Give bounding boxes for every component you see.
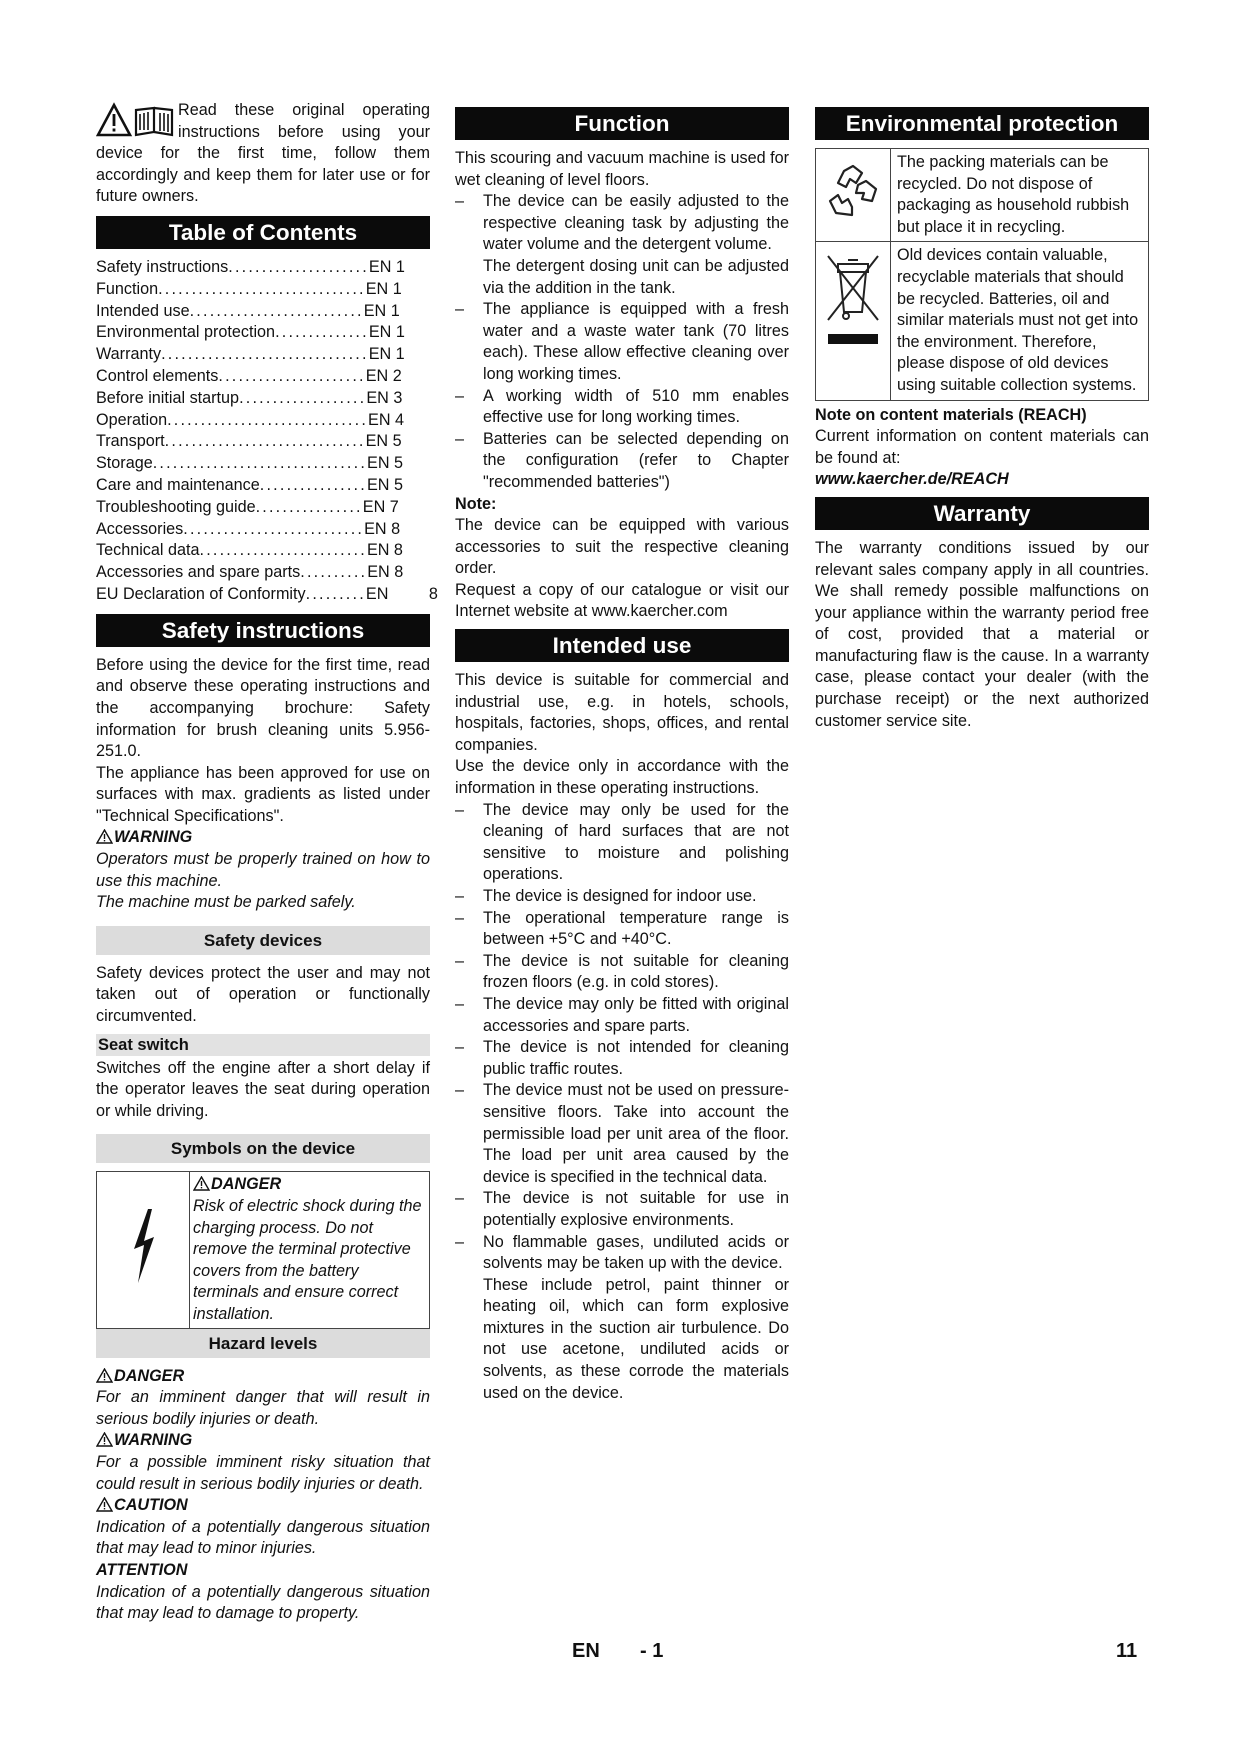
intended-use-heading: Intended use	[455, 629, 789, 662]
attention-label: ATTENTION	[96, 1560, 188, 1579]
toc-item[interactable]	[96, 344, 430, 366]
crossed-bin-icon	[822, 250, 884, 350]
bin-text: Old devices contain valuable, recyclable materials that should be recycled. Batteries, oil and similar materials must not get into the environment. Therefore, please dispose of old devices using suitable collection systems.	[891, 242, 1149, 400]
toc-leader-dots: ...............................	[161, 345, 369, 364]
toc-item-page: EN 3	[366, 388, 403, 407]
toc-heading: Table of Contents	[96, 216, 430, 249]
toc-item[interactable]	[96, 453, 430, 475]
symbol-text-cell: DANGER Risk of electric shock during the charging process. Do not remove the terminal protective covers from the battery terminals and ensure correct installation.	[190, 1172, 430, 1328]
column-middle	[455, 100, 789, 1404]
footer-language: EN	[572, 1640, 600, 1662]
toc-item[interactable]	[96, 519, 430, 541]
list-item: – The device is not suitable for use in potentially explosive environments.	[455, 1188, 789, 1231]
safety-p1: Before using the device for the first time, read and observe these operating instructions and the accompanying brochure: Safety information for brush cleaning units 5.956-251.0.	[96, 655, 430, 761]
bin-cell	[816, 242, 891, 400]
list-item: – The device may only be used for the cleaning of hard surfaces that are not sensitive to moisture and polishing operations.	[455, 800, 789, 886]
seat-switch-heading: Seat switch	[96, 1034, 430, 1056]
toc-item-title: Operation	[96, 410, 168, 429]
symbols-heading: Symbols on the device	[96, 1134, 430, 1163]
list-item: – A working width of 510 mm enables effective use for long working times.	[455, 386, 789, 429]
environment-table	[815, 148, 1149, 401]
toc-item-page: EN 1	[363, 301, 400, 320]
toc-item[interactable]	[96, 584, 438, 606]
toc-item-title: Storage	[96, 454, 153, 473]
toc-item-title: Care and maintenance	[96, 475, 260, 494]
note-label: Note:	[455, 494, 497, 513]
list-item: – Batteries can be selected depending on the configuration (refer to Chapter "recommended batteries")	[455, 429, 789, 494]
toc-item-title: Accessories and spare parts	[96, 563, 301, 582]
function-heading: Function	[455, 107, 789, 140]
catalogue-text: Request a copy of our catalogue or visit our Internet website at www.kaercher.com	[455, 580, 789, 621]
warning-text-3: For a possible imminent risky situation that could result in serious bodily injuries or death.	[96, 1452, 430, 1493]
toc-item-title: Technical data	[96, 541, 200, 560]
note-text: The device can be equipped with various accessories to suit the respective cleaning order.	[455, 516, 789, 578]
toc-leader-dots: ...................	[239, 388, 367, 407]
toc-leader-dots: ...........................	[183, 519, 365, 538]
safety-devices-heading: Safety devices	[96, 926, 430, 955]
toc-item-page: EN 7	[362, 497, 399, 516]
safety-devices-text: Safety devices protect the user and may not taken out of operation or functionally circumvented.	[96, 963, 430, 1026]
reach-heading: Note on content materials (REACH)	[815, 405, 1087, 424]
warning-label-2: WARNING	[96, 1430, 430, 1452]
toc-item-title: Warranty	[96, 345, 162, 364]
intended-p2: Use the device only in accordance with the information in these operating instructions.	[455, 757, 789, 798]
list-item: – The device can be easily adjusted to the respective cleaning task by adjusting the water volume and the detergent volume.	[455, 191, 789, 256]
toc-leader-dots: ..............	[275, 323, 369, 342]
toc-item[interactable]	[96, 497, 430, 519]
warning-text-2: The machine must be parked safely.	[96, 893, 356, 912]
toc-item[interactable]	[96, 279, 430, 301]
toc-item-page: EN 2	[365, 366, 402, 385]
caution-label: CAUTION	[96, 1495, 430, 1517]
recycle-text: The packing materials can be recycled. Do not dispose of packaging as household rubbish but place it in recycling.	[891, 149, 1149, 242]
symbols-table	[96, 1171, 430, 1328]
toc-item[interactable]	[96, 257, 430, 279]
toc-item-title: Intended use	[96, 301, 190, 320]
danger-text: For an imminent danger that will result in serious bodily injuries or death.	[96, 1388, 430, 1428]
symbol-cell	[97, 1172, 190, 1328]
toc-item-page: EN 5	[367, 454, 404, 473]
toc-item-title: Function	[96, 279, 159, 298]
toc-item-title: Control elements	[96, 366, 219, 385]
hazard-heading: Hazard levels	[96, 1329, 430, 1358]
toc-item-page: EN 5	[366, 475, 403, 494]
intended-last-extra: These include petrol, paint thinner or heating oil, which can form explosive mixtures in the suction air turbulence. Do not use acetone, undiluted acids or solvents, as these corrode the materials used on the device.	[483, 1275, 789, 1402]
function-li1-extra: The detergent dosing unit can be adjusted via the addition in the tank.	[483, 256, 789, 297]
toc-item-title: Troubleshooting guide	[96, 497, 256, 516]
warning-text-1: Operators must be properly trained on how to use this machine.	[96, 850, 430, 890]
toc-item-title: Accessories	[96, 519, 184, 538]
warning-triangle-icon	[96, 1497, 113, 1512]
reach-text: Current information on content materials can be found at:	[815, 427, 1149, 467]
toc-item[interactable]	[96, 475, 430, 497]
page-number: 11	[1116, 1640, 1138, 1662]
list-item: – The device may only be fitted with original accessories and spare parts.	[455, 994, 789, 1037]
lightning-icon	[126, 1207, 160, 1287]
toc-item-page: EN 8	[365, 584, 438, 603]
list-item: – The device is not suitable for cleaning frozen floors (e.g. in cold stores).	[455, 951, 789, 994]
toc-leader-dots: .........................	[199, 541, 367, 560]
function-p1: This scouring and vacuum machine is used for wet cleaning of level floors.	[455, 149, 789, 189]
toc-leader-dots: ..........................	[189, 301, 364, 320]
toc-leader-dots: .........	[305, 584, 366, 603]
warning-triangle-icon	[96, 102, 174, 138]
toc-item-page: EN 4	[368, 410, 405, 429]
toc-item-title: Before initial startup	[96, 388, 240, 407]
toc-item-title: Safety instructions	[96, 257, 229, 276]
caution-text: Indication of a potentially dangerous situation that may lead to minor injuries.	[96, 1517, 430, 1558]
toc-leader-dots: .....................	[228, 257, 369, 276]
toc-list	[96, 257, 438, 606]
column-left	[96, 100, 438, 1625]
function-list	[455, 191, 789, 256]
manual-book-icon	[136, 108, 172, 135]
toc-item[interactable]	[96, 322, 430, 344]
toc-item[interactable]	[96, 431, 430, 453]
warning-triangle-icon	[96, 1368, 113, 1383]
toc-item-page: EN 8	[367, 563, 404, 582]
intended-p1: This device is suitable for commercial and industrial use, e.g. in hotels, schools, hospitals, factories, shops, offices, and rental companies.	[455, 671, 789, 754]
warning-label-1: WARNING	[96, 827, 430, 849]
intro-text: Read these original operating instructions before using your device for the first time, follow them accordingly and keep them for later use or for future owners.	[96, 101, 430, 206]
toc-item[interactable]	[96, 410, 430, 432]
seat-switch-text: Switches off the engine after a short delay if the operator leaves the seat during operation or while driving.	[96, 1058, 430, 1120]
toc-item-page: EN 1	[368, 323, 405, 342]
intro-block	[96, 100, 430, 208]
recycle-cell	[816, 149, 891, 242]
reach-link[interactable]: www.kaercher.de/REACH	[815, 470, 1009, 489]
toc-item-page: EN 1	[368, 345, 405, 364]
toc-leader-dots: ..............................	[167, 410, 369, 429]
toc-item-title: EU Declaration of Conformity	[96, 584, 306, 603]
warning-triangle-icon	[96, 829, 113, 844]
toc-item-page: EN 1	[368, 257, 405, 276]
function-list-2	[455, 299, 789, 493]
toc-leader-dots: ...............................	[158, 279, 366, 298]
list-item: – No flammable gases, undiluted acids or solvents may be taken up with the device.	[455, 1232, 789, 1275]
recycle-icon	[822, 163, 884, 221]
environment-heading: Environmental protection	[815, 107, 1149, 140]
toc-leader-dots: ..........	[300, 563, 368, 582]
toc-item-page: EN 8	[366, 541, 403, 560]
footer-section-number: - 1	[640, 1640, 664, 1662]
warning-triangle-icon	[96, 1432, 113, 1447]
toc-item-title: Environmental protection	[96, 323, 276, 342]
toc-leader-dots: ......................	[218, 366, 366, 385]
intended-list	[455, 800, 789, 1275]
danger-label: DANGER	[96, 1366, 430, 1388]
list-item: – The operational temperature range is between +5°C and +40°C.	[455, 908, 789, 951]
intro-icons	[96, 102, 174, 138]
toc-item[interactable]	[96, 540, 430, 562]
toc-leader-dots: ..............................	[164, 432, 366, 451]
list-item: – The device is designed for indoor use.	[455, 886, 789, 908]
warranty-heading: Warranty	[815, 497, 1149, 530]
list-item: – The device is not intended for cleaning public traffic routes.	[455, 1037, 789, 1080]
toc-leader-dots: ................	[259, 475, 367, 494]
attention-text: Indication of a potentially dangerous situation that may lead to damage to property.	[96, 1582, 430, 1623]
toc-item-page: EN 8	[364, 519, 401, 538]
list-item: – The appliance is equipped with a fresh water and a waste water tank (70 litres each). These allow effective cleaning over long working times.	[455, 299, 789, 385]
toc-item-page: EN 5	[365, 432, 402, 451]
safety-p2: The appliance has been approved for use on surfaces with max. gradients as listed under "Technical Specifications".	[96, 763, 430, 825]
toc-item[interactable]	[96, 366, 430, 388]
toc-item-title: Transport	[96, 432, 165, 451]
warranty-text: The warranty conditions issued by our relevant sales company apply in all countries. We shall remedy possible malfunctions on your appliance within the warranty period free of cost, provided that a material or manufacturing flaw is the cause. In a warranty case, please contact your dealer (with the purchase receipt) or the next authorized customer service site.	[815, 538, 1149, 730]
column-right	[815, 100, 1149, 732]
toc-leader-dots: ................	[255, 497, 363, 516]
toc-leader-dots: ................................	[152, 454, 368, 473]
toc-item[interactable]	[96, 301, 430, 323]
list-item: – The device must not be used on pressure-sensitive floors. Take into account the permissible load per unit area of the floor. The load per unit area caused by the device is specified in the technical data.	[455, 1080, 789, 1188]
toc-item[interactable]	[96, 562, 430, 584]
warning-triangle-icon	[193, 1176, 210, 1191]
toc-item-page: EN 1	[365, 279, 402, 298]
safety-heading: Safety instructions	[96, 614, 430, 647]
toc-item[interactable]	[96, 388, 430, 410]
